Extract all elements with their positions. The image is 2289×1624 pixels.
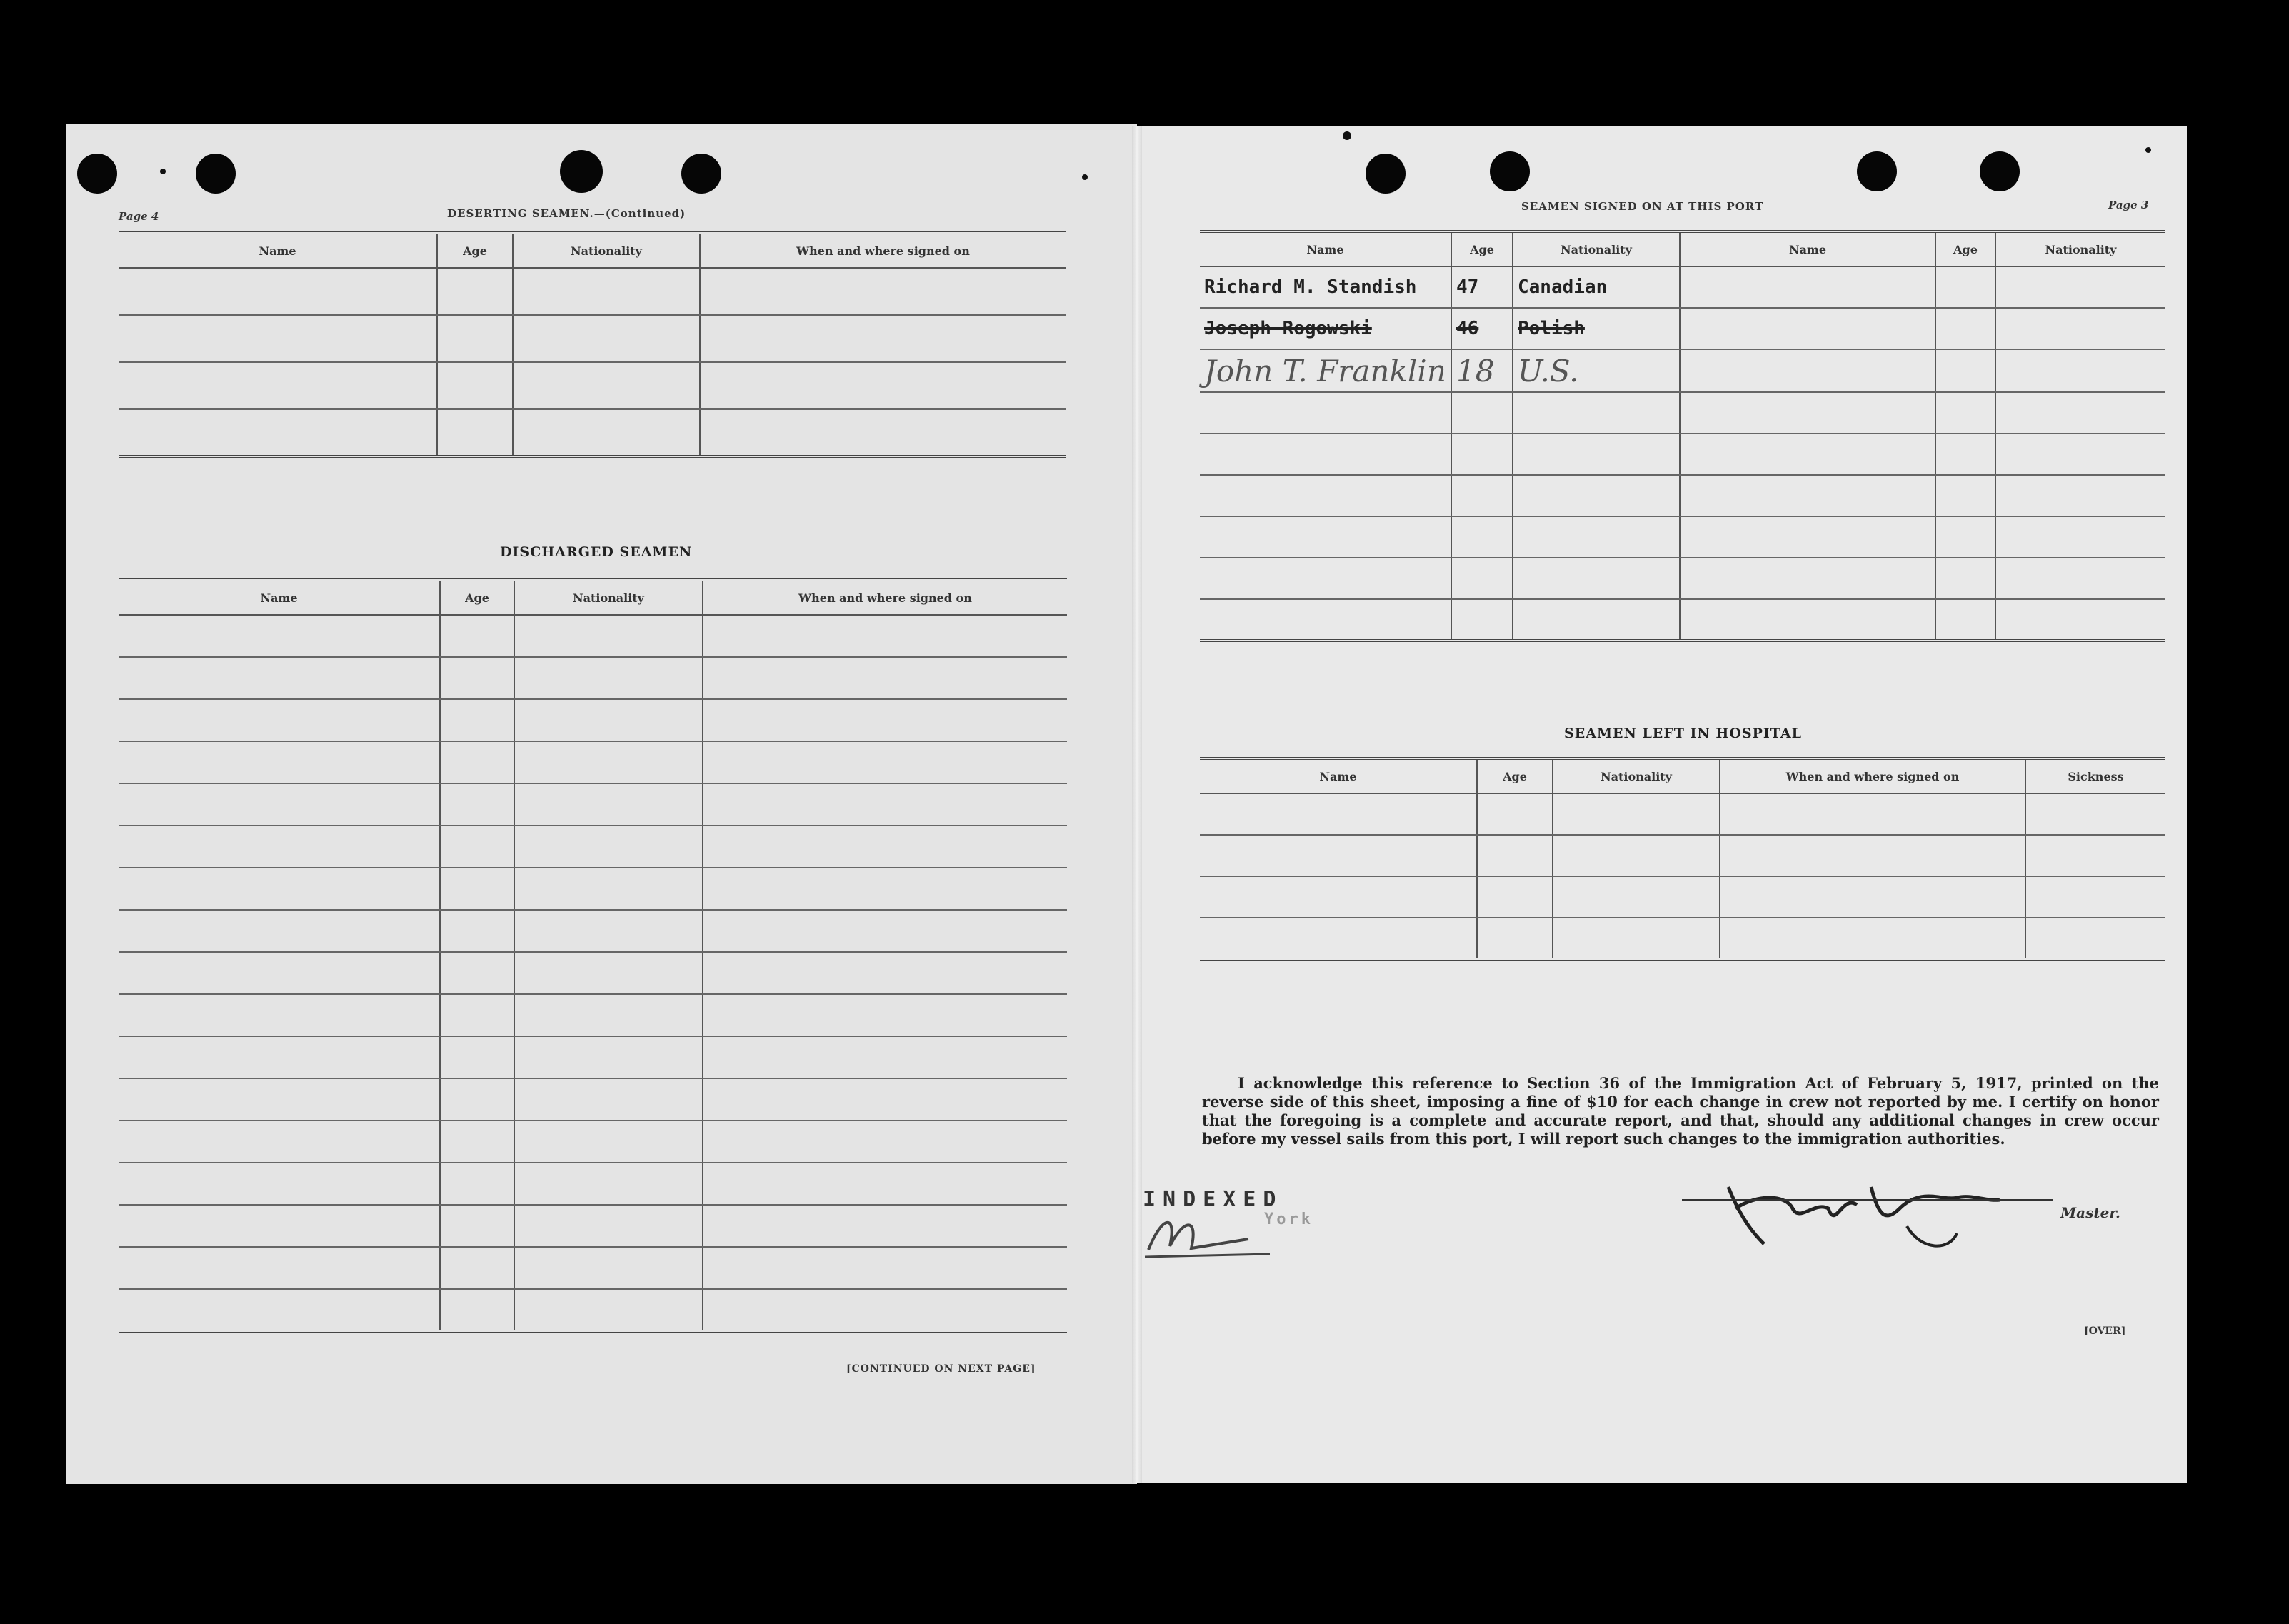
- table-cell: [440, 1163, 514, 1205]
- table-cell: [703, 994, 1067, 1036]
- table-cell: [1995, 475, 2165, 516]
- table-cell: [2025, 918, 2165, 959]
- table-cell: [514, 952, 703, 994]
- table-cell: [1935, 392, 1995, 433]
- table-cell: [119, 1078, 440, 1121]
- section-title-hospital: SEAMEN LEFT IN HOSPITAL: [1564, 726, 1802, 741]
- table-cell: [1200, 599, 1451, 641]
- crew-name: John T. Franklin: [1200, 349, 1451, 392]
- table-cell: [1935, 558, 1995, 599]
- table-cell: [119, 868, 440, 910]
- section-title-deserting: DESERTING SEAMEN.—(Continued): [447, 207, 686, 220]
- table-cell: [440, 1205, 514, 1247]
- table-cell: [1720, 835, 2025, 876]
- crew-age: 18: [1451, 349, 1513, 392]
- table-cell: [1513, 433, 1680, 475]
- table-cell: [1553, 835, 1720, 876]
- table-cell: [1935, 516, 1995, 558]
- table-cell: [1995, 392, 2165, 433]
- column-header: Sickness: [2025, 758, 2165, 793]
- crew-name: Joseph Rogowski: [1200, 308, 1451, 349]
- punch-hole: [560, 150, 603, 193]
- table-cell: [1995, 516, 2165, 558]
- continued-note: [CONTINUED ON NEXT PAGE]: [846, 1363, 1036, 1375]
- crew-nationality: U.S.: [1513, 349, 1680, 392]
- table-cell: [1995, 599, 2165, 641]
- crew-nationality: Polish: [1513, 308, 1680, 349]
- table-cell: [440, 1289, 514, 1331]
- table-row: [1200, 266, 2165, 308]
- table-cell: [119, 1121, 440, 1163]
- table-cell: [703, 1078, 1067, 1121]
- table-cell: [1513, 558, 1680, 599]
- table-cell: [703, 657, 1067, 699]
- section-title-discharged: DISCHARGED SEAMEN: [500, 544, 693, 560]
- table-cell: [1680, 516, 1935, 558]
- table-cell: [514, 1247, 703, 1289]
- table-cell: [1680, 392, 1935, 433]
- table-cell: [700, 409, 1066, 456]
- table-cell: [703, 1163, 1067, 1205]
- speck: [2145, 147, 2151, 153]
- table-cell: [1200, 433, 1451, 475]
- table-cell: [2025, 835, 2165, 876]
- table-cell: [2025, 876, 2165, 918]
- discharged-seamen-table: [119, 578, 1067, 1333]
- column-header: Name: [1680, 231, 1935, 266]
- table-cell: [440, 1121, 514, 1163]
- column-header: Age: [1451, 231, 1513, 266]
- table-cell: [1995, 349, 2165, 392]
- table-cell: [1935, 266, 1995, 308]
- column-header: Age: [437, 233, 513, 268]
- table-cell: [1200, 516, 1451, 558]
- table-cell: [119, 1205, 440, 1247]
- table-cell: [119, 741, 440, 783]
- table-cell: [440, 1036, 514, 1078]
- table-cell: [1513, 475, 1680, 516]
- table-cell: [119, 994, 440, 1036]
- table-cell: [1553, 918, 1720, 959]
- table-cell: [119, 362, 437, 409]
- crew-nationality: Canadian: [1513, 266, 1680, 308]
- punch-hole: [1490, 151, 1530, 191]
- table-cell: [700, 268, 1066, 315]
- table-cell: [703, 699, 1067, 741]
- table-cell: [1935, 433, 1995, 475]
- table-cell: [1553, 876, 1720, 918]
- table-cell: [440, 910, 514, 952]
- speck: [160, 169, 166, 174]
- table-cell: [1935, 475, 1995, 516]
- table-cell: [1680, 475, 1935, 516]
- table-cell: [514, 1205, 703, 1247]
- table-cell: [1553, 793, 1720, 835]
- acknowledgement-text: I acknowledge this reference to Section 36 of the Immigration Act of February 5, 1917, printed on the reverse side of this sheet, imposing a fine of $10 for each change in crew not reported by me. I certify on honor that the foregoing is a complete and accurate report, and that, should any additional changes in crew occur before my vessel sails from this port, I will report such changes to the immigration authorities.: [1202, 1074, 2159, 1148]
- table-cell: [1477, 793, 1553, 835]
- table-cell: [513, 268, 700, 315]
- table-cell: [514, 657, 703, 699]
- deserting-seamen-table: [119, 231, 1066, 458]
- table-cell: [1477, 835, 1553, 876]
- table-cell: [514, 910, 703, 952]
- table-cell: [1451, 599, 1513, 641]
- table-cell: [1995, 558, 2165, 599]
- column-header: Nationality: [1553, 758, 1720, 793]
- table-cell: [1680, 558, 1935, 599]
- column-header: When and where signed on: [1720, 758, 2025, 793]
- column-header: Nationality: [1995, 231, 2165, 266]
- table-cell: [119, 1163, 440, 1205]
- table-cell: [514, 699, 703, 741]
- table-cell: [1513, 516, 1680, 558]
- punch-hole: [681, 154, 721, 194]
- table-cell: [437, 362, 513, 409]
- table-cell: [1935, 599, 1995, 641]
- table-cell: [1513, 599, 1680, 641]
- table-cell: [513, 315, 700, 362]
- table-cell: [437, 315, 513, 362]
- column-header: Age: [1935, 231, 1995, 266]
- table-cell: [119, 1247, 440, 1289]
- column-header: When and where signed on: [700, 233, 1066, 268]
- table-cell: [1451, 558, 1513, 599]
- table-cell: [1995, 308, 2165, 349]
- table-cell: [440, 952, 514, 994]
- page-number: Page 4: [119, 210, 159, 223]
- table-cell: [1680, 308, 1935, 349]
- table-cell: [1513, 392, 1680, 433]
- table-cell: [514, 741, 703, 783]
- table-cell: [119, 268, 437, 315]
- page-fold: [1132, 126, 1142, 1483]
- initials-scribble: [1141, 1207, 1284, 1264]
- stamp-text: INDEXED: [1143, 1187, 1283, 1212]
- master-signature: [1714, 1166, 2014, 1258]
- column-header: Name: [1200, 231, 1451, 266]
- crew-age: 47: [1451, 266, 1513, 308]
- table-cell: [1200, 392, 1451, 433]
- table-cell: [119, 952, 440, 994]
- over-note: [OVER]: [2084, 1325, 2126, 1337]
- table-cell: [119, 699, 440, 741]
- table-cell: [440, 657, 514, 699]
- table-cell: [700, 362, 1066, 409]
- table-cell: [2025, 793, 2165, 835]
- table-cell: [119, 910, 440, 952]
- table-cell: [514, 1163, 703, 1205]
- table-cell: [513, 409, 700, 456]
- table-cell: [703, 1036, 1067, 1078]
- punch-hole: [1857, 151, 1897, 191]
- signed-on-table: [1200, 230, 2165, 642]
- punch-hole: [196, 154, 236, 194]
- table-cell: [703, 826, 1067, 868]
- master-label: Master.: [2060, 1204, 2120, 1221]
- table-cell: [119, 409, 437, 456]
- table-cell: [119, 783, 440, 826]
- table-cell: [119, 1036, 440, 1078]
- table-cell: [440, 615, 514, 657]
- table-cell: [440, 741, 514, 783]
- table-cell: [1935, 349, 1995, 392]
- punch-hole: [1980, 151, 2020, 191]
- column-header: When and where signed on: [703, 580, 1067, 615]
- table-cell: [437, 268, 513, 315]
- table-cell: [119, 615, 440, 657]
- table-cell: [1200, 475, 1451, 516]
- table-cell: [119, 315, 437, 362]
- table-cell: [514, 615, 703, 657]
- table-cell: [1477, 918, 1553, 959]
- table-cell: [1680, 433, 1935, 475]
- column-header: Name: [1200, 758, 1477, 793]
- speck: [1082, 174, 1088, 180]
- table-cell: [119, 826, 440, 868]
- table-cell: [119, 1289, 440, 1331]
- table-cell: [1451, 433, 1513, 475]
- table-cell: [703, 1121, 1067, 1163]
- table-cell: [1451, 516, 1513, 558]
- table-cell: [1680, 349, 1935, 392]
- table-cell: [1680, 599, 1935, 641]
- table-cell: [1720, 918, 2025, 959]
- table-cell: [514, 1289, 703, 1331]
- table-cell: [1200, 918, 1477, 959]
- column-header: Age: [1477, 758, 1553, 793]
- table-cell: [703, 1247, 1067, 1289]
- table-cell: [1995, 266, 2165, 308]
- speck: [1343, 131, 1351, 140]
- table-cell: [700, 315, 1066, 362]
- table-cell: [703, 868, 1067, 910]
- table-cell: [437, 409, 513, 456]
- table-cell: [514, 1078, 703, 1121]
- table-cell: [1935, 308, 1995, 349]
- table-cell: [514, 826, 703, 868]
- table-cell: [440, 994, 514, 1036]
- table-cell: [703, 910, 1067, 952]
- table-cell: [514, 868, 703, 910]
- column-header: Name: [119, 233, 437, 268]
- stamp-subtext: York: [1264, 1211, 1313, 1228]
- table-cell: [440, 783, 514, 826]
- table-cell: [1200, 558, 1451, 599]
- table-cell: [514, 1036, 703, 1078]
- table-cell: [703, 783, 1067, 826]
- signature-line: [1682, 1199, 2053, 1201]
- table-cell: [513, 362, 700, 409]
- page-number: Page 3: [2108, 199, 2149, 211]
- table-cell: [1477, 876, 1553, 918]
- table-cell: [440, 1247, 514, 1289]
- column-header: Nationality: [514, 580, 703, 615]
- table-cell: [1995, 433, 2165, 475]
- table-cell: [119, 657, 440, 699]
- table-cell: [1720, 793, 2025, 835]
- punch-hole: [1366, 154, 1406, 194]
- table-cell: [1680, 266, 1935, 308]
- table-cell: [1200, 793, 1477, 835]
- table-cell: [703, 615, 1067, 657]
- table-cell: [514, 994, 703, 1036]
- table-cell: [703, 1289, 1067, 1331]
- table-cell: [703, 741, 1067, 783]
- table-cell: [440, 699, 514, 741]
- column-header: Name: [119, 580, 440, 615]
- column-header: Nationality: [513, 233, 700, 268]
- column-header: Nationality: [1513, 231, 1680, 266]
- crew-age: 46: [1451, 308, 1513, 349]
- table-cell: [1451, 392, 1513, 433]
- table-cell: [440, 1078, 514, 1121]
- table-row: [1200, 349, 2165, 392]
- table-cell: [703, 1205, 1067, 1247]
- column-header: Age: [440, 580, 514, 615]
- table-cell: [1200, 876, 1477, 918]
- table-cell: [703, 952, 1067, 994]
- punch-hole: [77, 154, 117, 194]
- table-cell: [1200, 835, 1477, 876]
- table-cell: [1451, 475, 1513, 516]
- hospital-table: [1200, 757, 2165, 961]
- section-title-signed-on: SEAMEN SIGNED ON AT THIS PORT: [1521, 200, 1764, 213]
- table-row: [1200, 308, 2165, 349]
- table-cell: [1720, 876, 2025, 918]
- table-cell: [514, 783, 703, 826]
- crew-name: Richard M. Standish: [1200, 266, 1451, 308]
- table-cell: [514, 1121, 703, 1163]
- table-cell: [440, 868, 514, 910]
- table-cell: [440, 826, 514, 868]
